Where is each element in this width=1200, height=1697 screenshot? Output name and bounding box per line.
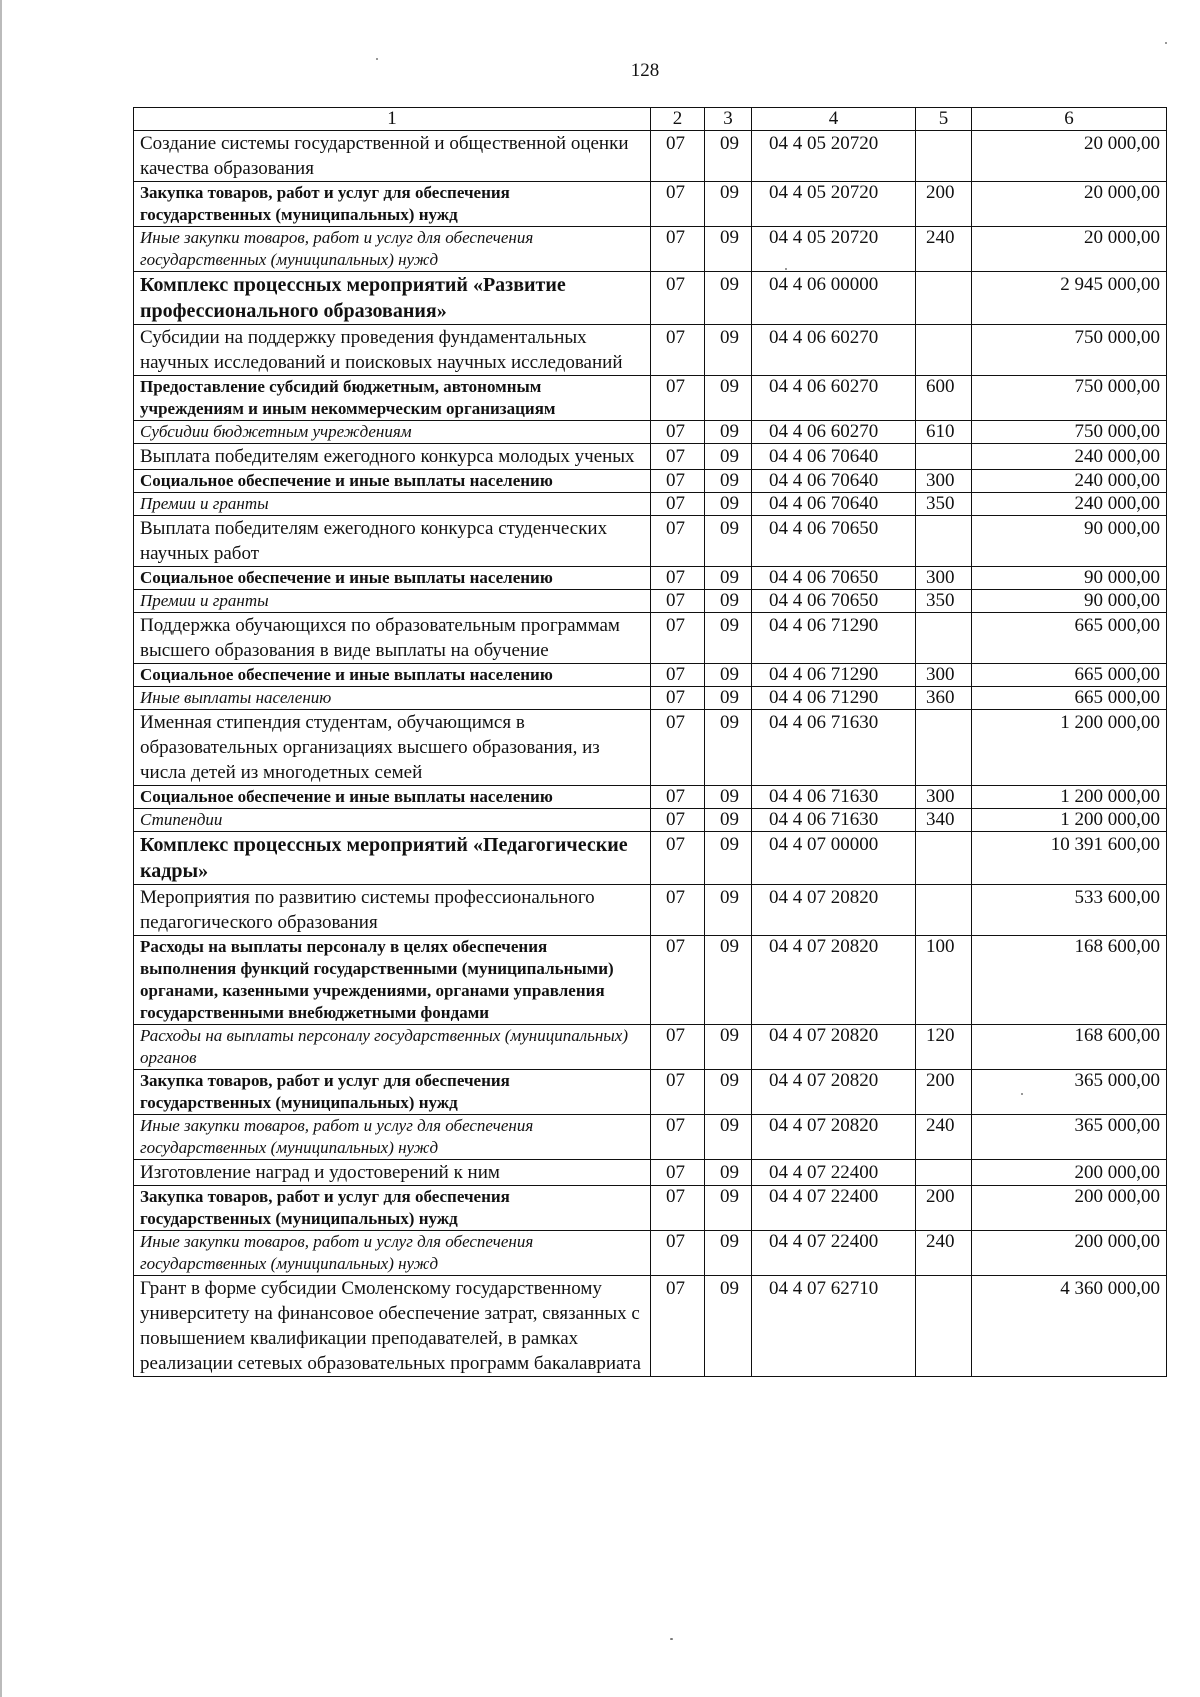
target-article-cell: 04 4 06 70640: [752, 493, 916, 516]
amount-cell: 1 200 000,00: [972, 786, 1167, 809]
expense-type-cell: [916, 272, 972, 325]
subsection-code-cell: 09: [705, 710, 752, 786]
amount-cell: 20 000,00: [972, 227, 1167, 272]
section-code-cell: 07: [651, 227, 705, 272]
table-row: [134, 131, 1167, 182]
amount-cell: 168 600,00: [972, 1025, 1167, 1070]
subsection-code-cell: 09: [705, 687, 752, 710]
header-row: [134, 108, 1167, 131]
amount-cell: 665 000,00: [972, 613, 1167, 664]
amount-cell: 665 000,00: [972, 687, 1167, 710]
target-article-cell: 04 4 06 00000: [752, 272, 916, 325]
section-code-cell: 07: [651, 493, 705, 516]
table-row: [134, 470, 1167, 493]
row-name-cell: Комплекс процессных мероприятий «Педагогические кадры»: [134, 832, 651, 885]
amount-cell: 240 000,00: [972, 444, 1167, 470]
subsection-code-cell: 09: [705, 1115, 752, 1160]
budget-table-body: [134, 108, 1167, 1377]
table-row: [134, 1231, 1167, 1276]
header-cell: 6: [972, 108, 1167, 131]
row-name-cell: Закупка товаров, работ и услуг для обеспечения государственных (муниципальных) нужд: [134, 1070, 651, 1115]
expense-type-cell: [916, 325, 972, 376]
expense-type-cell: 240: [916, 1231, 972, 1276]
amount-cell: 20 000,00: [972, 182, 1167, 227]
target-article-cell: 04 4 07 20820: [752, 885, 916, 936]
page-number: 128: [630, 60, 660, 81]
row-name-cell: Социальное обеспечение и иные выплаты населению: [134, 470, 651, 493]
row-name-cell: Социальное обеспечение и иные выплаты населению: [134, 664, 651, 687]
row-name-cell: Расходы на выплаты персоналу в целях обеспечения выполнения функций государственными (муниципальными) органами, казенными учреждениями, органами управления государственными внебюджетными фондами: [134, 936, 651, 1025]
target-article-cell: 04 4 06 70650: [752, 516, 916, 567]
target-article-cell: 04 4 06 70640: [752, 470, 916, 493]
row-name-cell: Комплекс процессных мероприятий «Развитие профессионального образования»: [134, 272, 651, 325]
target-article-cell: 04 4 07 20820: [752, 1115, 916, 1160]
amount-cell: 240 000,00: [972, 470, 1167, 493]
table-row: [134, 613, 1167, 664]
target-article-cell: 04 4 07 22400: [752, 1160, 916, 1186]
target-article-cell: 04 4 06 71630: [752, 809, 916, 832]
table-row: [134, 664, 1167, 687]
expense-type-cell: 300: [916, 567, 972, 590]
subsection-code-cell: 09: [705, 470, 752, 493]
table-row: [134, 1070, 1167, 1115]
section-code-cell: 07: [651, 131, 705, 182]
table-row: [134, 272, 1167, 325]
subsection-code-cell: 09: [705, 131, 752, 182]
subsection-code-cell: 09: [705, 1160, 752, 1186]
subsection-code-cell: 09: [705, 936, 752, 1025]
target-article-cell: 04 4 07 20820: [752, 1070, 916, 1115]
subsection-code-cell: 09: [705, 1186, 752, 1231]
section-code-cell: 07: [651, 936, 705, 1025]
header-cell: 4: [752, 108, 916, 131]
subsection-code-cell: 09: [705, 1231, 752, 1276]
subsection-code-cell: 09: [705, 493, 752, 516]
row-name-cell: Выплата победителям ежегодного конкурса студенческих научных работ: [134, 516, 651, 567]
expense-type-cell: [916, 710, 972, 786]
expense-type-cell: 120: [916, 1025, 972, 1070]
subsection-code-cell: 09: [705, 182, 752, 227]
expense-type-cell: 300: [916, 786, 972, 809]
row-name-cell: Именная стипендия студентам, обучающимся в образовательных организациях высшего образования, из числа детей из многодетных семей: [134, 710, 651, 786]
expense-type-cell: 300: [916, 664, 972, 687]
header-cell: 2: [651, 108, 705, 131]
section-code-cell: 07: [651, 272, 705, 325]
target-article-cell: 04 4 07 20820: [752, 936, 916, 1025]
row-name-cell: Иные закупки товаров, работ и услуг для обеспечения государственных (муниципальных) нужд: [134, 1231, 651, 1276]
section-code-cell: 07: [651, 1186, 705, 1231]
subsection-code-cell: 09: [705, 325, 752, 376]
row-name-cell: Предоставление субсидий бюджетным, автономным учреждениям и иным некоммерческим организациям: [134, 376, 651, 421]
subsection-code-cell: 09: [705, 786, 752, 809]
expense-type-cell: [916, 444, 972, 470]
subsection-code-cell: 09: [705, 376, 752, 421]
amount-cell: 4 360 000,00: [972, 1276, 1167, 1377]
row-name-cell: Иные выплаты населению: [134, 687, 651, 710]
target-article-cell: 04 4 06 70650: [752, 567, 916, 590]
target-article-cell: 04 4 05 20720: [752, 227, 916, 272]
expense-type-cell: 200: [916, 1186, 972, 1231]
target-article-cell: 04 4 06 71290: [752, 664, 916, 687]
row-name-cell: Премии и гранты: [134, 590, 651, 613]
expense-type-cell: [916, 1276, 972, 1377]
section-code-cell: 07: [651, 470, 705, 493]
expense-type-cell: [916, 1160, 972, 1186]
row-name-cell: Грант в форме субсидии Смоленскому государственному университету на финансовое обеспечение затрат, связанных с повышением квалификации преподавателей, в рамках реализации сетевых образовательных программ бакалавриата: [134, 1276, 651, 1377]
target-article-cell: 04 4 05 20720: [752, 182, 916, 227]
row-name-cell: Социальное обеспечение и иные выплаты населению: [134, 786, 651, 809]
subsection-code-cell: 09: [705, 1276, 752, 1377]
header-cell: 3: [705, 108, 752, 131]
section-code-cell: 07: [651, 885, 705, 936]
target-article-cell: 04 4 05 20720: [752, 131, 916, 182]
section-code-cell: 07: [651, 590, 705, 613]
amount-cell: 200 000,00: [972, 1160, 1167, 1186]
expense-type-cell: 360: [916, 687, 972, 710]
target-article-cell: 04 4 06 70650: [752, 590, 916, 613]
expense-type-cell: [916, 131, 972, 182]
row-name-cell: Закупка товаров, работ и услуг для обеспечения государственных (муниципальных) нужд: [134, 182, 651, 227]
target-article-cell: 04 4 06 70640: [752, 444, 916, 470]
target-article-cell: 04 4 07 00000: [752, 832, 916, 885]
section-code-cell: 07: [651, 421, 705, 444]
table-row: [134, 421, 1167, 444]
subsection-code-cell: 09: [705, 832, 752, 885]
expense-type-cell: [916, 613, 972, 664]
section-code-cell: 07: [651, 786, 705, 809]
table-row: [134, 227, 1167, 272]
table-row: [134, 590, 1167, 613]
row-name-cell: Закупка товаров, работ и услуг для обеспечения государственных (муниципальных) нужд: [134, 1186, 651, 1231]
subsection-code-cell: 09: [705, 272, 752, 325]
section-code-cell: 07: [651, 809, 705, 832]
table-row: [134, 325, 1167, 376]
expense-type-cell: 300: [916, 470, 972, 493]
scan-speck: [1165, 42, 1167, 44]
target-article-cell: 04 4 07 22400: [752, 1231, 916, 1276]
target-article-cell: 04 4 06 60270: [752, 325, 916, 376]
amount-cell: 1 200 000,00: [972, 710, 1167, 786]
section-code-cell: 07: [651, 1160, 705, 1186]
expense-type-cell: [916, 832, 972, 885]
subsection-code-cell: 09: [705, 613, 752, 664]
target-article-cell: 04 4 06 71290: [752, 687, 916, 710]
row-name-cell: Выплата победителям ежегодного конкурса молодых ученых: [134, 444, 651, 470]
table-row: [134, 567, 1167, 590]
table-row: [134, 182, 1167, 227]
subsection-code-cell: 09: [705, 885, 752, 936]
table-row: [134, 832, 1167, 885]
scan-speck: [670, 1638, 673, 1640]
row-name-cell: Социальное обеспечение и иные выплаты населению: [134, 567, 651, 590]
amount-cell: 10 391 600,00: [972, 832, 1167, 885]
expense-type-cell: 610: [916, 421, 972, 444]
table-row: [134, 687, 1167, 710]
table-row: [134, 809, 1167, 832]
section-code-cell: 07: [651, 687, 705, 710]
table-row: [134, 1115, 1167, 1160]
budget-table: [133, 107, 1167, 1377]
target-article-cell: 04 4 06 60270: [752, 421, 916, 444]
header-cell: 1: [134, 108, 651, 131]
amount-cell: 90 000,00: [972, 590, 1167, 613]
expense-type-cell: [916, 885, 972, 936]
expense-type-cell: 240: [916, 1115, 972, 1160]
expense-type-cell: 340: [916, 809, 972, 832]
table-row: [134, 710, 1167, 786]
expense-type-cell: 240: [916, 227, 972, 272]
section-code-cell: 07: [651, 376, 705, 421]
scan-speck: [785, 268, 787, 270]
amount-cell: 2 945 000,00: [972, 272, 1167, 325]
table-row: [134, 786, 1167, 809]
target-article-cell: 04 4 06 60270: [752, 376, 916, 421]
table-row: [134, 885, 1167, 936]
section-code-cell: 07: [651, 182, 705, 227]
section-code-cell: 07: [651, 664, 705, 687]
expense-type-cell: 200: [916, 182, 972, 227]
amount-cell: 90 000,00: [972, 516, 1167, 567]
section-code-cell: 07: [651, 832, 705, 885]
subsection-code-cell: 09: [705, 664, 752, 687]
amount-cell: 20 000,00: [972, 131, 1167, 182]
amount-cell: 90 000,00: [972, 567, 1167, 590]
scan-speck: [1021, 1093, 1023, 1095]
target-article-cell: 04 4 07 20820: [752, 1025, 916, 1070]
row-name-cell: Иные закупки товаров, работ и услуг для обеспечения государственных (муниципальных) нужд: [134, 1115, 651, 1160]
amount-cell: 1 200 000,00: [972, 809, 1167, 832]
expense-type-cell: 350: [916, 493, 972, 516]
table-row: [134, 1276, 1167, 1377]
subsection-code-cell: 09: [705, 421, 752, 444]
table-row: [134, 493, 1167, 516]
table-row: [134, 516, 1167, 567]
amount-cell: 200 000,00: [972, 1186, 1167, 1231]
subsection-code-cell: 09: [705, 590, 752, 613]
scan-speck: [376, 58, 378, 60]
subsection-code-cell: 09: [705, 809, 752, 832]
section-code-cell: 07: [651, 1276, 705, 1377]
section-code-cell: 07: [651, 444, 705, 470]
row-name-cell: Расходы на выплаты персоналу государственных (муниципальных) органов: [134, 1025, 651, 1070]
table-row: [134, 376, 1167, 421]
row-name-cell: Субсидии бюджетным учреждениям: [134, 421, 651, 444]
target-article-cell: 04 4 06 71630: [752, 710, 916, 786]
amount-cell: 240 000,00: [972, 493, 1167, 516]
section-code-cell: 07: [651, 1025, 705, 1070]
section-code-cell: 07: [651, 710, 705, 786]
table-row: [134, 1186, 1167, 1231]
row-name-cell: Стипендии: [134, 809, 651, 832]
amount-cell: 665 000,00: [972, 664, 1167, 687]
amount-cell: 750 000,00: [972, 376, 1167, 421]
amount-cell: 533 600,00: [972, 885, 1167, 936]
row-name-cell: Поддержка обучающихся по образовательным программам высшего образования в виде выплаты на обучение: [134, 613, 651, 664]
subsection-code-cell: 09: [705, 516, 752, 567]
section-code-cell: 07: [651, 1070, 705, 1115]
section-code-cell: 07: [651, 516, 705, 567]
amount-cell: 365 000,00: [972, 1115, 1167, 1160]
amount-cell: 168 600,00: [972, 936, 1167, 1025]
expense-type-cell: 200: [916, 1070, 972, 1115]
subsection-code-cell: 09: [705, 1070, 752, 1115]
section-code-cell: 07: [651, 325, 705, 376]
section-code-cell: 07: [651, 567, 705, 590]
table-row: [134, 1160, 1167, 1186]
amount-cell: 750 000,00: [972, 421, 1167, 444]
subsection-code-cell: 09: [705, 567, 752, 590]
amount-cell: 200 000,00: [972, 1231, 1167, 1276]
subsection-code-cell: 09: [705, 227, 752, 272]
expense-type-cell: 100: [916, 936, 972, 1025]
amount-cell: 750 000,00: [972, 325, 1167, 376]
subsection-code-cell: 09: [705, 444, 752, 470]
table-row: [134, 1025, 1167, 1070]
row-name-cell: Изготовление наград и удостоверений к ним: [134, 1160, 651, 1186]
target-article-cell: 04 4 06 71630: [752, 786, 916, 809]
subsection-code-cell: 09: [705, 1025, 752, 1070]
target-article-cell: 04 4 07 22400: [752, 1186, 916, 1231]
target-article-cell: 04 4 07 62710: [752, 1276, 916, 1377]
table-row: [134, 936, 1167, 1025]
scan-edge-line: [0, 0, 2, 1697]
row-name-cell: Мероприятия по развитию системы профессионального педагогического образования: [134, 885, 651, 936]
row-name-cell: Создание системы государственной и общественной оценки качества образования: [134, 131, 651, 182]
row-name-cell: Премии и гранты: [134, 493, 651, 516]
section-code-cell: 07: [651, 1231, 705, 1276]
header-cell: 5: [916, 108, 972, 131]
section-code-cell: 07: [651, 1115, 705, 1160]
expense-type-cell: [916, 516, 972, 567]
expense-type-cell: 350: [916, 590, 972, 613]
amount-cell: 365 000,00: [972, 1070, 1167, 1115]
expense-type-cell: 600: [916, 376, 972, 421]
target-article-cell: 04 4 06 71290: [752, 613, 916, 664]
row-name-cell: Иные закупки товаров, работ и услуг для обеспечения государственных (муниципальных) нужд: [134, 227, 651, 272]
section-code-cell: 07: [651, 613, 705, 664]
row-name-cell: Субсидии на поддержку проведения фундаментальных научных исследований и поисковых научных исследований: [134, 325, 651, 376]
table-row: [134, 444, 1167, 470]
